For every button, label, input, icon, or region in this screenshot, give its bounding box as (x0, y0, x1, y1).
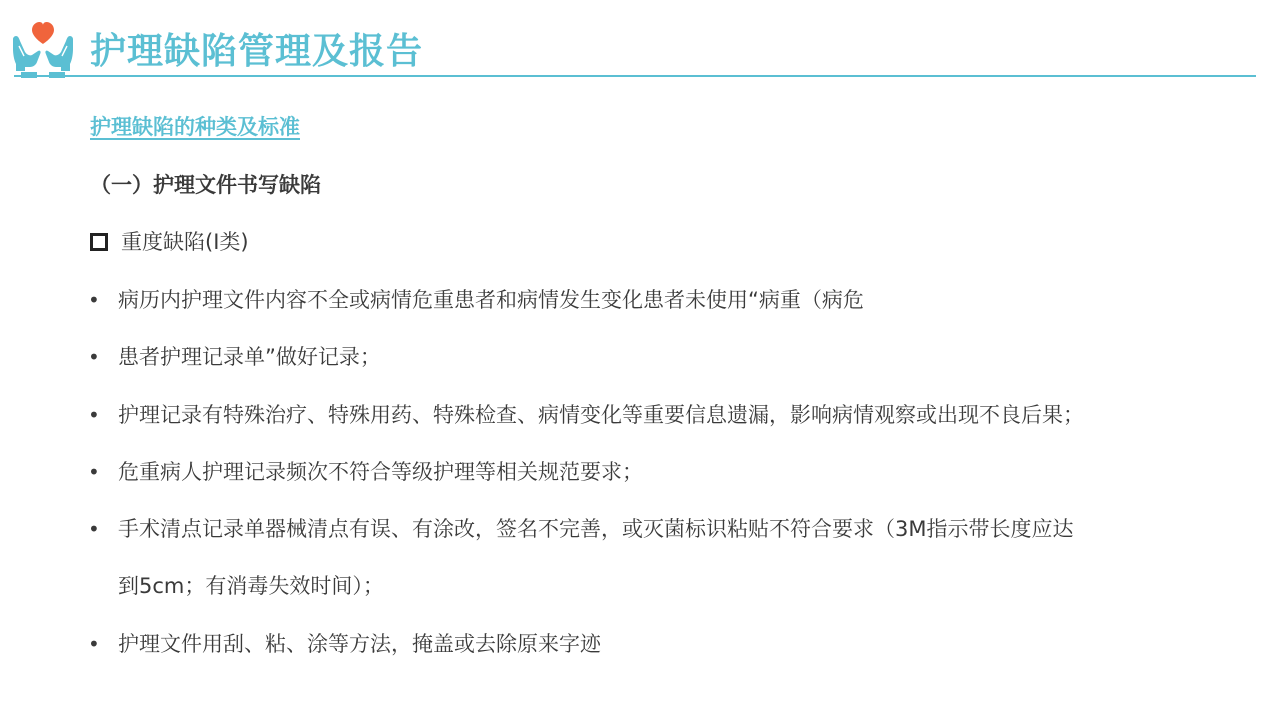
list-item (88, 400, 1084, 430)
list-item (88, 629, 601, 659)
slide-title: 护理缺陷管理及报告 (90, 31, 424, 72)
bullet-icon: • (88, 460, 100, 484)
hollow-square-icon (90, 233, 108, 251)
bullet-icon: • (88, 403, 100, 427)
section-link[interactable]: 护理缺陷的种类及标准 (90, 115, 300, 139)
list-item-continuation: 到5cm；有消毒失效时间）； (118, 574, 384, 598)
list-item-text: 护理文件用刮、粘、涂等方法，掩盖或去除原来字迹 (118, 632, 601, 656)
list-item (88, 285, 864, 315)
bullet-icon: • (88, 288, 100, 312)
bullet-icon: • (88, 632, 100, 656)
bullet-icon: • (88, 345, 100, 369)
list-item-text: 手术清点记录单器械清点有误、有涂改，签名不完善，或灭菌标识粘贴不符合要求（3M指示带长度应达 (118, 517, 1074, 541)
list-item (88, 457, 643, 487)
category-label: 重度缺陷(Ⅰ类) (121, 230, 249, 254)
list-item-text: 患者护理记录单”做好记录； (118, 345, 381, 369)
heart-in-hands-icon (12, 22, 74, 78)
list-item-text: 病历内护理文件内容不全或病情危重患者和病情发生变化患者未使用“病重（病危 (118, 288, 864, 312)
header-divider (14, 75, 1256, 77)
slide-header (0, 0, 1280, 80)
bullet-icon: • (88, 517, 100, 541)
list-item-text: 危重病人护理记录频次不符合等级护理等相关规范要求； (118, 460, 643, 484)
list-item (88, 342, 381, 372)
category-heading (90, 227, 249, 257)
list-item (88, 514, 1073, 544)
list-item-text: 护理记录有特殊治疗、特殊用药、特殊检查、病情变化等重要信息遗漏，影响病情观察或出现不良后果； (118, 403, 1084, 427)
subsection-heading: （一）护理文件书写缺陷 (90, 173, 321, 197)
